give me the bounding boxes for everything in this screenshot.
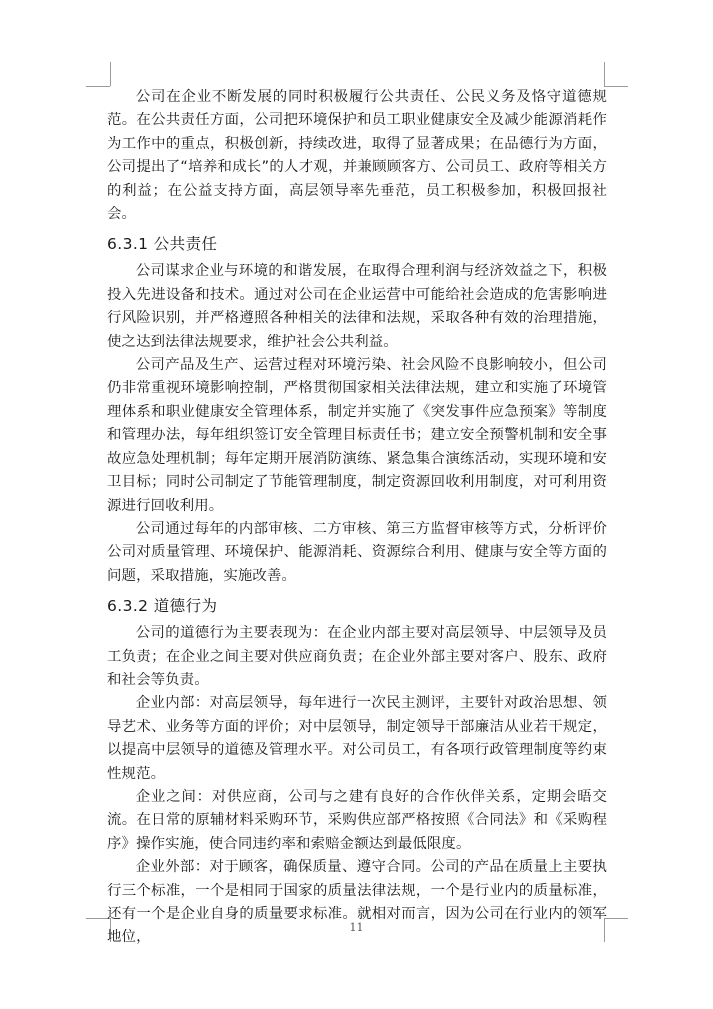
- section-heading-public-responsibility: 6.3.1 公共责任: [107, 235, 218, 254]
- public-responsibility-paragraph-2: 公司产品及生产、运营过程对环境污染、社会风险不良影响较小，但公司仍非常重视环境影响控制，严格贯彻国家相关法律法规，建立和实施了环境管理体系和职业健康安全管理体系，制定并实施了《突发事件应急预案》等制度和管理办法，每年组织签订安全管理目标责任书；建立安全预警机制和安全事故应急处理机制；每年定期开展消防演练、紧急集合演练活动，实现环境和安卫目标；同时公司制定了节能管理制度，制定资源回收利用制度，对可利用资源进行回收利用。: [107, 357, 607, 514]
- ethical-behavior-paragraph-4: 企业外部：对于顾客，确保质量、遵守合同。公司的产品在质量上主要执行三个标准，一个是相同于国家的质量法律法规，一个是行业内的质量标准，还有一个是企业自身的质量要求标准。就相对而言，因为公司在行业内的领军地位，: [107, 859, 607, 946]
- ethical-behavior-paragraph-1: 公司的道德行为主要表现为：在企业内部主要对高层领导、中层领导及员工负责；在企业之间主要对供应商负责；在企业外部主要对客户、股东、政府和社会等负责。: [107, 625, 607, 688]
- intro-paragraph: 公司在企业不断发展的同时积极履行公共责任、公民义务及恪守道德规范。在公共责任方面，公司把环境保护和员工职业健康安全及减少能源消耗作为工作中的重点，积极创新，持续改进，取得了显著成果；在品德行为方面，公司提出了“培养和成长”的人才观，并兼顾顾客方、公司员工、政府等相关方的利益；在公益支持方面，高层领导率先垂范，员工积极参加，积极回报社会。: [107, 89, 607, 223]
- page-body: [107, 86, 607, 950]
- page-number: 11: [349, 921, 364, 934]
- public-responsibility-paragraph-3: 公司通过每年的内部审核、二方审核、第三方监督审核等方式，分析评价公司对质量管理、环境保护、能源消耗、资源综合利用、健康与安全等方面的问题，采取措施，实施改善。: [107, 520, 607, 584]
- public-responsibility-paragraph-1: 公司谋求企业与环境的和谐发展，在取得合理利润与经济效益之下，积极投入先进设备和技术。通过对公司在企业运营中可能给社会造成的危害影响进行风险识别，并严格遵照各种相关的法律和法规，采取各种有效的治理措施，使之达到法律法规要求，维护社会公共利益。: [107, 263, 607, 350]
- section-heading-ethical-behavior: 6.3.2 道德行为: [107, 597, 218, 616]
- ethical-behavior-paragraph-3: 企业之间：对供应商，公司与之建有良好的合作伙伴关系，定期会晤交流。在日常的原辅材料采购环节，采购供应部严格按照《合同法》和《采购程序》操作实施，使合同违约率和索赔金额达到最低限度。: [107, 788, 607, 852]
- ethical-behavior-paragraph-2: 企业内部：对高层领导，每年进行一次民主测评，主要针对政治思想、领导艺术、业务等方面的评价；对中层领导，制定领导干部廉洁从业若干规定，以提高中层领导的道德及管理水平。对公司员工，有各项行政管理制度等约束性规范。: [107, 695, 607, 782]
